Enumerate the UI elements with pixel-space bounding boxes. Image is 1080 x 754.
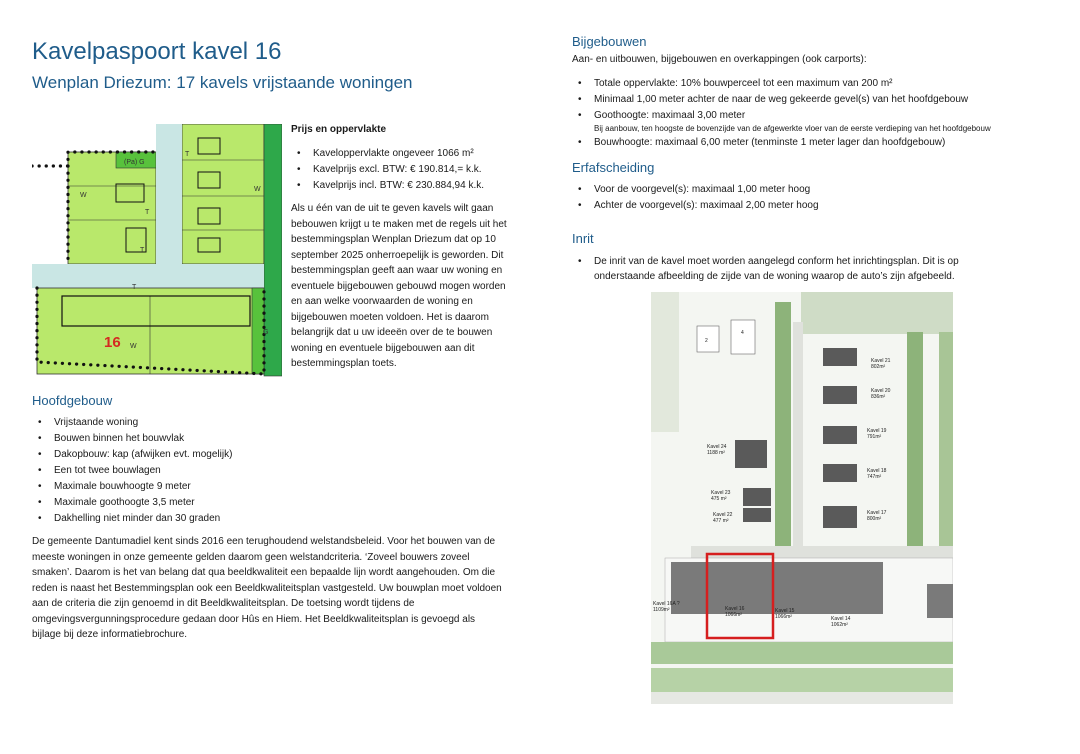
existing-house-4 bbox=[731, 320, 755, 354]
greenery-left-top bbox=[651, 292, 679, 432]
building-row-bottom bbox=[671, 562, 883, 614]
prijs-list bbox=[291, 146, 506, 194]
label-t-4: T bbox=[140, 247, 145, 254]
kavel-number: 16 bbox=[104, 334, 121, 351]
plot-label: Kavel 16 bbox=[725, 606, 745, 612]
prijs-paragraph: Als u één van de uit te geven kavels wilt gaan bebouwen krijgt u te maken met de regels uit het bestemmingsplan Wenplan Driezum dat op 10 september 2025 onherroepelijk is geworden. Dit bestemmingsplan geeft aan waar uw woning en eventuele bijgebouwen gebouwd mogen worden en aan welke voorwaarden de woning en bijgebouwen moeten voldoen. Het is daarom belangrijk dat u uw ideeën over de te bouwen woning en eventuele bijgebouwen aan dit bestemmingsplan toets. bbox=[291, 203, 507, 369]
tree-row-1 bbox=[775, 302, 791, 552]
list-item: • Dakopbouw: kap (afwijken evt. mogelijk) bbox=[32, 447, 332, 463]
list-item: • Minimaal 1,00 meter achter de naar de weg gekeerde gevel(s) van het hoofdgebouw bbox=[572, 92, 1052, 108]
building-kavel-21 bbox=[823, 348, 857, 366]
building-kavel-23 bbox=[743, 488, 771, 506]
plot-label: Kavel 17 bbox=[867, 510, 887, 516]
plot-area: 1062m² bbox=[831, 622, 848, 628]
list-item bbox=[572, 108, 1052, 135]
plot-label: Kavel 19 bbox=[867, 428, 887, 434]
list-item: • Kavelprijs excl. BTW: € 190.814,= k.k. bbox=[291, 162, 506, 178]
list-item: • Dakhelling niet minder dan 30 graden bbox=[32, 511, 332, 527]
plot-label: Kavel 24 bbox=[707, 444, 727, 450]
list-item: • Vrijstaande woning bbox=[32, 415, 332, 431]
existing-house-2 bbox=[697, 326, 719, 352]
label-g: G bbox=[263, 329, 269, 336]
list-item: • De inrit van de kavel moet worden aangelegd conform het inrichtingsplan. Dit is op onderstaande afbeelding de zijde van de woning waarop de auto’s zijn afgebeeld. bbox=[572, 254, 992, 284]
plot-area: 475 m² bbox=[711, 496, 727, 502]
list-item: • Achter de voorgevel(s): maximaal 2,00 meter hoog bbox=[572, 198, 1052, 214]
label-pa-g: (Pa) G bbox=[124, 159, 145, 166]
plot-area: 1066m² bbox=[725, 612, 742, 618]
list-item-note: Bij aanbouw, ten hoogste de bovenzijde van de afgewerkte vloer van de eerste verdieping van het hoofdgebouw bbox=[594, 124, 991, 133]
list-item-text: Goothoogte: maximaal 3,00 meter bbox=[594, 110, 746, 121]
inrit-list bbox=[572, 254, 992, 284]
building-kavel-22 bbox=[743, 508, 771, 522]
list-item: • Een tot twee bouwlagen bbox=[32, 463, 332, 479]
inrit-heading: Inrit bbox=[572, 231, 594, 246]
label-t-1: T bbox=[185, 151, 190, 158]
plot-area: 791m² bbox=[867, 434, 882, 440]
plot-label: Kavel 16A ? bbox=[653, 601, 680, 607]
road-horizontal bbox=[691, 546, 953, 558]
plot-label: Kavel 15 bbox=[775, 608, 795, 614]
road-bottom bbox=[651, 692, 953, 704]
green-strip-bottom-2 bbox=[651, 668, 953, 692]
plot-label: Kavel 20 bbox=[871, 388, 891, 394]
house-2-label: 2 bbox=[705, 338, 708, 344]
building-kavel-19 bbox=[823, 426, 857, 444]
tree-row-2 bbox=[907, 332, 923, 552]
list-item: • Maximale bouwhoogte 9 meter bbox=[32, 479, 332, 495]
zone-kavel-16 bbox=[37, 288, 264, 374]
hoofdgebouw-heading: Hoofdgebouw bbox=[32, 393, 113, 408]
building-kavel-18 bbox=[823, 464, 857, 482]
building-kavel-24 bbox=[735, 440, 767, 468]
plot-label: Kavel 18 bbox=[867, 468, 887, 474]
label-w-3: W bbox=[130, 343, 137, 350]
plot-area: 747m² bbox=[867, 474, 882, 480]
label-w-2: W bbox=[254, 186, 261, 193]
plot-area: 1066m² bbox=[775, 614, 792, 620]
house-4-label: 4 bbox=[741, 330, 744, 336]
label-w-1: W bbox=[80, 192, 87, 199]
zoning-map bbox=[32, 124, 282, 384]
erfafscheiding-list bbox=[572, 182, 1052, 214]
erfafscheiding-heading: Erfafscheiding bbox=[572, 160, 655, 175]
road-horizontal bbox=[32, 264, 264, 288]
hoofdgebouw-list bbox=[32, 415, 332, 527]
bijgebouwen-heading: Bijgebouwen bbox=[572, 34, 647, 49]
zone-upper-right bbox=[182, 124, 264, 264]
welstand-paragraph: De gemeente Dantumadiel kent sinds 2016 een terughoudend welstandsbeleid. Voor het bouwen van de meeste woningen in onze gemeente gelden daarom geen welstandcriteria. ‘Zoveel bouwers zoveel smaken’. Daarom is het van belang dat qua beeldkwaliteit een bepaalde lijn wordt aangehouden. Om die reden is naast het Bestemmingsplan ook een Beeldkwaliteitsplan vastgesteld. Uw bouwplan moet voldoen aan de criteria die zijn genoemd in dit Beeldkwaliteitsplan. De toetsing wordt tijdens de omgevingsvergunningsprocedure gedaan door Hûs en Hiem. Het Beeldkwaliteitsplan is gevoegd als bijlage bij deze informatiebrochure. bbox=[32, 536, 502, 640]
list-item: • Bouwen binnen het bouwvlak bbox=[32, 431, 332, 447]
tree-row-3 bbox=[939, 332, 953, 552]
plot-area: 1109m² bbox=[653, 607, 670, 613]
road-vertical bbox=[793, 322, 803, 552]
plot-label: Kavel 21 bbox=[871, 358, 891, 364]
list-item: • Totale oppervlakte: 10% bouwperceel tot een maximum van 200 m² bbox=[572, 76, 1052, 92]
road-vertical bbox=[156, 124, 182, 274]
bijgebouwen-list bbox=[572, 76, 1052, 151]
greenery-top bbox=[801, 292, 953, 334]
green-strip-bottom-1 bbox=[651, 642, 953, 664]
plot-label: Kavel 23 bbox=[711, 490, 731, 496]
building-kavel-20 bbox=[823, 386, 857, 404]
label-t-2: T bbox=[145, 209, 150, 216]
plot-area: 800m² bbox=[867, 516, 882, 522]
plot-area: 836m² bbox=[871, 394, 886, 400]
label-t-3: T bbox=[132, 284, 137, 291]
page-subtitle: Wenplan Driezum: 17 kavels vrijstaande woningen bbox=[32, 73, 413, 92]
plot-label: Kavel 22 bbox=[713, 512, 733, 518]
list-item: • Kavelprijs incl. BTW: € 230.884,94 k.k. bbox=[291, 178, 506, 194]
building-kavel-14 bbox=[927, 584, 953, 618]
zone-green-strip-right bbox=[264, 124, 282, 376]
bijgebouwen-intro: Aan- en uitbouwen, bijgebouwen en overkappingen (ook carports): bbox=[572, 54, 867, 65]
plot-label: Kavel 14 bbox=[831, 616, 851, 622]
list-item: • Kaveloppervlakte ongeveer 1066 m² bbox=[291, 146, 506, 162]
prijs-heading: Prijs en oppervlakte bbox=[291, 124, 387, 135]
list-item: • Maximale goothoogte 3,5 meter bbox=[32, 495, 332, 511]
plot-area: 1188 m² bbox=[707, 450, 725, 456]
page-title: Kavelpaspoort kavel 16 bbox=[32, 38, 282, 65]
plot-area: 477 m² bbox=[713, 518, 729, 524]
list-item: • Bouwhoogte: maximaal 6,00 meter (tenminste 1 meter lager dan hoofdgebouw) bbox=[572, 135, 1052, 151]
plot-area: 802m² bbox=[871, 364, 886, 370]
building-kavel-17 bbox=[823, 506, 857, 528]
site-plan-map bbox=[651, 292, 953, 704]
list-item: • Voor de voorgevel(s): maximaal 1,00 meter hoog bbox=[572, 182, 1052, 198]
